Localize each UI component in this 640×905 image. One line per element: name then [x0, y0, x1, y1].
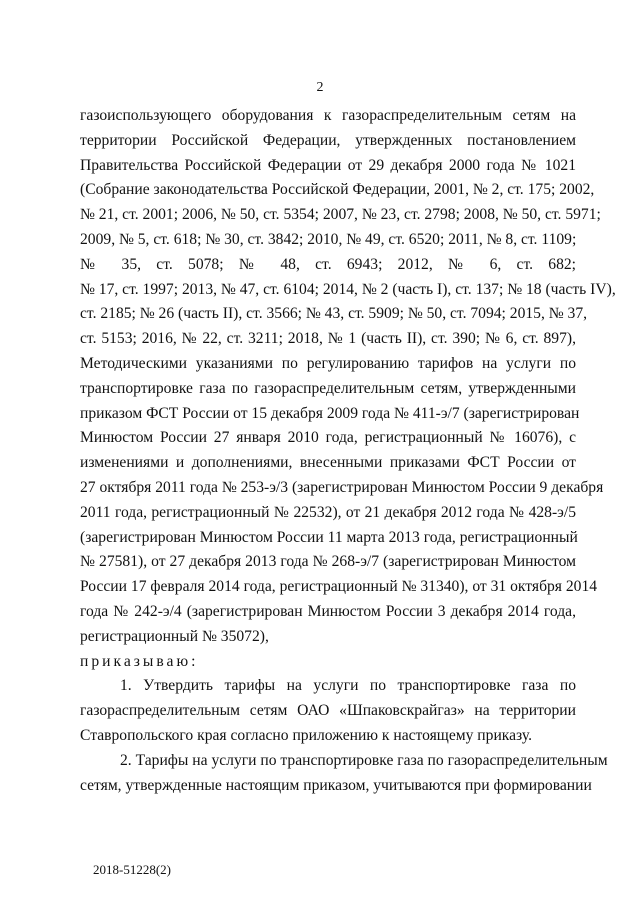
text-line: № 17, ст. 1997; 2013, № 47, ст. 6104; 2014, № 2 (часть I), ст. 137; № 18 (часть IV), — [80, 280, 616, 298]
text-line: Правительства Российской Федерации от 29 декабря 2000 года № 1021 — [80, 156, 576, 174]
text-line: 1. Утвердить тарифы на услуги по транспортировке газа по — [120, 677, 576, 695]
text-line: транспортировке газа по газораспределительным сетям, утвержденными — [80, 379, 576, 397]
order-word: приказываю: — [80, 652, 199, 670]
text-line: регистрационный № 35072), — [80, 627, 269, 645]
text-line: изменениями и дополнениями, внесенными приказами ФСТ России от — [80, 454, 576, 472]
text-line: 2. Тарифы на услуги по транспортировке газа по газораспределительным — [120, 751, 608, 769]
document-code: 2018-51228(2) — [93, 862, 171, 877]
text-line: ст. 5153; 2016, № 22, ст. 3211; 2018, № 1 (часть II), ст. 390; № 6, ст. 897), — [80, 330, 576, 348]
text-line: Минюстом России 27 января 2010 года, регистрационный № 16076), с — [80, 429, 576, 447]
text-line: 2009, № 5, ст. 618; № 30, ст. 3842; 2010, № 49, ст. 6520; 2011, № 8, ст. 1109; — [80, 230, 577, 248]
paragraph-intro — [80, 104, 616, 650]
text-line: России 17 февраля 2014 года, регистрационный № 31340), от 31 октября 2014 — [80, 578, 598, 596]
text-line: Ставропольского края согласно приложению к настоящему приказу. — [80, 726, 533, 744]
text-line: (зарегистрирован Минюстом России 11 марта 2013 года, регистрационный — [80, 528, 578, 546]
text-line: сетям, утвержденные настоящим приказом, учитываются при формировании — [80, 776, 592, 794]
text-line: 27 октября 2011 года № 253-э/3 (зарегистрирован Минюстом России 9 декабря — [80, 478, 604, 496]
document-body — [80, 104, 616, 798]
text-line: Методическими указаниями по регулированию тарифов на услуги по — [80, 354, 576, 372]
text-line: № 27581), от 27 декабря 2013 года № 268-э/7 (зарегистрирован Минюстом — [80, 553, 576, 571]
text-line: газоиспользующего оборудования к газораспределительным сетям на — [80, 107, 576, 124]
page-number: 2 — [316, 80, 324, 95]
text-line: № 21, ст. 2001; 2006, № 50, ст. 5354; 2007, № 23, ст. 2798; 2008, № 50, ст. 5971; — [80, 206, 601, 224]
item-2 — [80, 749, 608, 799]
text-line: территории Российской Федерации, утвержденных постановлением — [80, 131, 576, 149]
item-1 — [80, 674, 576, 748]
text-line: 2011 года, регистрационный № 22532), от 21 декабря 2012 года № 428-э/5 — [80, 503, 576, 521]
text-line: ст. 2185; № 26 (часть II), ст. 3566; № 43, ст. 5909; № 50, ст. 7094; 2015, № 37, — [80, 305, 588, 323]
text-line: № 35, ст. 5078; № 48, ст. 6943; 2012, № 6, ст. 682; — [80, 255, 576, 273]
text-line: (Собрание законодательства Российской Федерации, 2001, № 2, ст. 175; 2002, — [80, 181, 595, 199]
text-line: года № 242-э/4 (зарегистрирован Минюстом России 3 декабря 2014 года, — [80, 602, 576, 620]
text-line: газораспределительным сетям ОАО «Шпаковскрайгаз» на территории — [80, 702, 576, 720]
text-line: приказом ФСТ России от 15 декабря 2009 года № 411-э/7 (зарегистрирован — [80, 404, 580, 422]
